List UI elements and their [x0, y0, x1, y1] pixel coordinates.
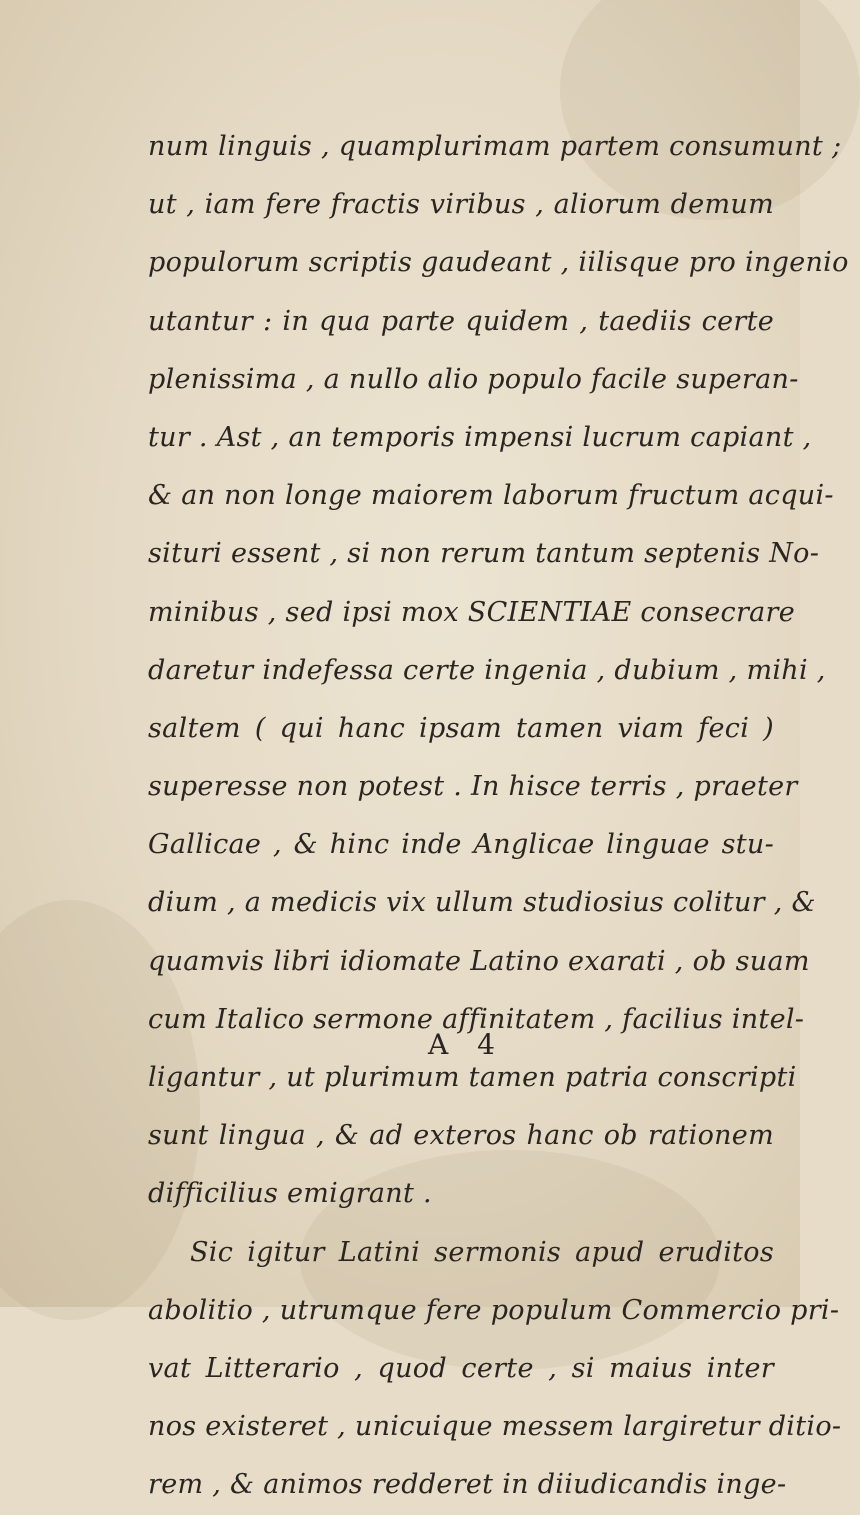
- text-line: ut , iam fere fractis viribus , aliorum demum: [148, 189, 774, 221]
- text-line: abolitio , utrumque fere populum Commercio pri-: [148, 1294, 840, 1326]
- paragraph-start-line: Sic igitur Latini sermonis apud eruditos: [190, 1236, 774, 1268]
- signature-mark: A 4: [428, 1028, 505, 1061]
- text-line: & an non longe maiorem laborum fructum acqui-: [148, 480, 834, 512]
- text-line: minibus , sed ipsi mox SCIENTIAE consecrare: [148, 596, 796, 628]
- text-line: vat Litterario , quod certe , si maius inter: [148, 1352, 774, 1384]
- text-line: num linguis , quamplurimam partem consumunt ;: [148, 131, 842, 162]
- text-line: Gallicae , & hinc inde Anglicae linguae stu-: [148, 829, 774, 861]
- text-line: superesse non potest . In hisce terris , praeter: [148, 771, 798, 803]
- body-text: [148, 118, 849, 1515]
- text-line: plenissima , a nullo alio populo facile superan-: [148, 363, 799, 395]
- text-line: tur . Ast , an temporis impensi lucrum capiant ,: [148, 421, 812, 453]
- paragraph-end-line: difficilius emigrant .: [148, 1178, 432, 1210]
- text-line: saltem ( qui hanc ipsam tamen viam feci ): [148, 712, 774, 744]
- text-line: cum Italico sermone affinitatem , facilius intel-: [148, 1003, 805, 1035]
- text-line: ligantur , ut plurimum tamen patria conscripti: [148, 1062, 797, 1093]
- text-line: situri essent , si non rerum tantum septenis No-: [148, 538, 820, 570]
- text-line: rem , & animos redderet in diiudicandis inge-: [148, 1469, 787, 1501]
- text-line: dium , a medicis vix ullum studiosius colitur , &: [148, 887, 816, 919]
- text-line: populorum scriptis gaudeant , iilisque pro ingenio: [148, 247, 849, 279]
- text-line: daretur indefessa certe ingenia , dubium , mihi ,: [148, 654, 826, 686]
- text-line: sunt lingua , & ad exteros hanc ob rationem: [148, 1120, 774, 1152]
- text-line: nos existeret , unicuique messem largiretur ditio-: [148, 1411, 842, 1443]
- text-line: quamvis libri idiomate Latino exarati , ob suam: [148, 945, 810, 977]
- text-line: utantur : in qua parte quidem , taediis certe: [148, 305, 774, 337]
